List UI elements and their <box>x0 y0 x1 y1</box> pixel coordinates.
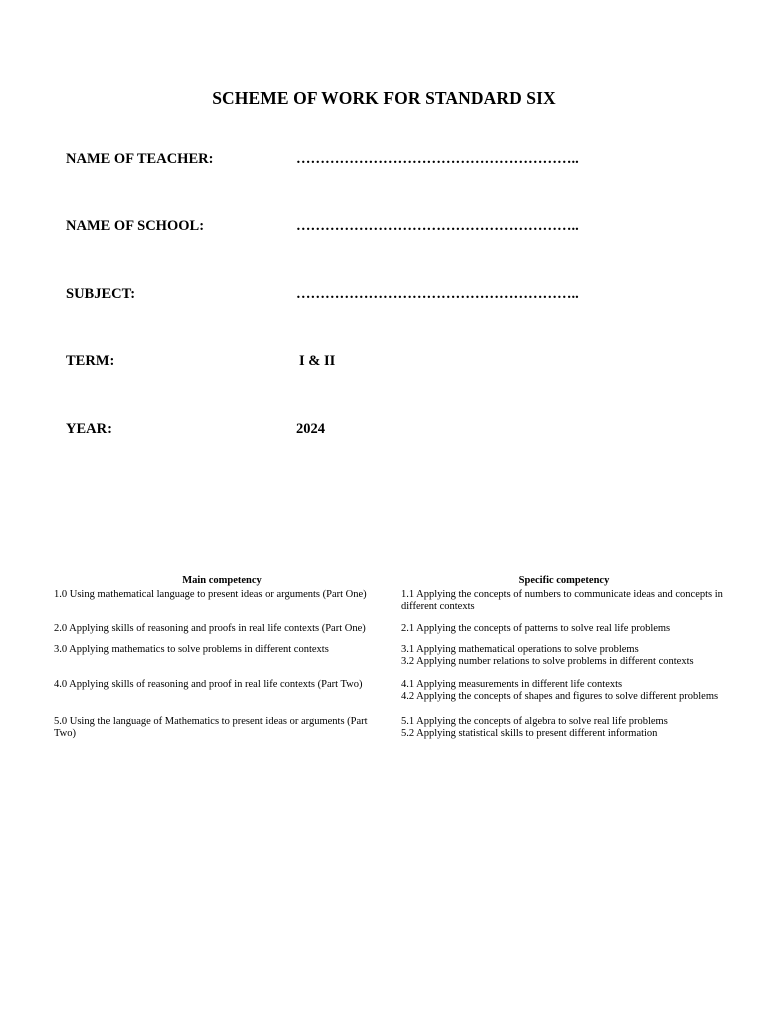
term-value: I & II <box>299 353 336 369</box>
specific-competency-group-1 <box>401 589 728 614</box>
specific-competency-1-1: 1.1 Applying the concepts of numbers to communicate ideas and concepts in different contexts <box>401 589 723 613</box>
specific-competency-3-1: 3.1 Applying mathematical operations to solve problems <box>401 644 639 655</box>
main-competency-4: 4.0 Applying skills of reasoning and proof in real life contexts (Part Two) <box>54 679 363 690</box>
teacher-name-label: NAME OF TEACHER: <box>66 151 214 167</box>
main-competency-5: 5.0 Using the language of Mathematics to present ideas or arguments (Part Two) <box>54 716 368 740</box>
specific-competency-3-2: 3.2 Applying number relations to solve problems in different contexts <box>401 656 694 668</box>
subject-label: SUBJECT: <box>66 286 136 302</box>
specific-competency-5-2: 5.2 Applying statistical skills to present different information <box>401 728 658 740</box>
year-value: 2024 <box>296 421 325 437</box>
specific-competency-5-1: 5.1 Applying the concepts of algebra to solve real life problems <box>401 716 668 727</box>
subject-value: ………………………………………………….. <box>296 286 579 302</box>
term-label: TERM: <box>66 353 115 369</box>
specific-competency-4-2: 4.2 Applying the concepts of shapes and figures to solve different problems <box>401 691 719 703</box>
specific-competency-group-3 <box>401 644 728 669</box>
main-competency-header: Main competency <box>182 575 262 586</box>
specific-competency-group-4 <box>401 679 728 704</box>
main-competency-1: 1.0 Using mathematical language to present ideas or arguments (Part One) <box>54 589 367 600</box>
main-competency-3: 3.0 Applying mathematics to solve problems in different contexts <box>54 644 329 655</box>
specific-competency-group-2 <box>401 623 728 635</box>
main-competency-2: 2.0 Applying skills of reasoning and proofs in real life contexts (Part One) <box>54 623 366 634</box>
teacher-name-value: ………………………………………………….. <box>296 151 579 167</box>
specific-competency-4-1: 4.1 Applying measurements in different life contexts <box>401 679 623 690</box>
school-name-label: NAME OF SCHOOL: <box>66 218 205 234</box>
year-label: YEAR: <box>66 421 112 437</box>
specific-competency-group-5 <box>401 716 728 741</box>
specific-competency-2-1: 2.1 Applying the concepts of patterns to solve real life problems <box>401 623 671 634</box>
specific-competency-header: Specific competency <box>518 575 610 586</box>
document-title: SCHEME OF WORK FOR STANDARD SIX <box>212 88 556 108</box>
school-name-value: ………………………………………………….. <box>296 218 579 234</box>
